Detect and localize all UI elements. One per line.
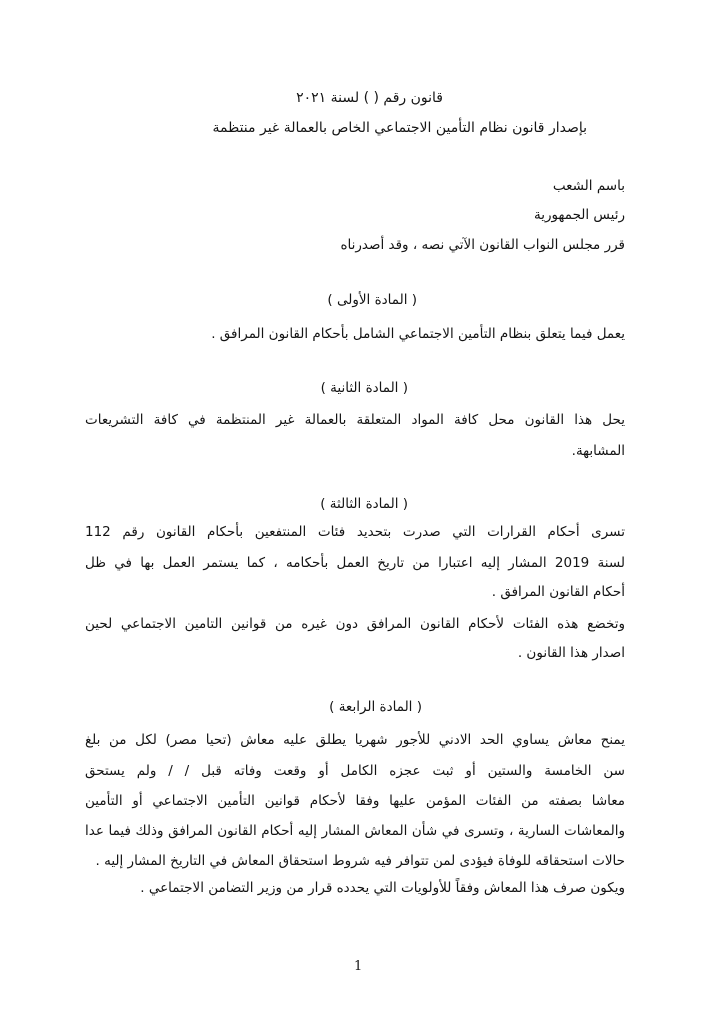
article-4-text-line-5: حالات استحقاقه للوفاة فيؤدى لمن تتوافر فيه شروط استحقاق المعاش في التاريخ المشار إليه .	[95, 853, 625, 869]
page-number: 1	[354, 959, 363, 974]
article-3-text-line-3: أحكام القانون المرافق .	[491, 584, 625, 600]
article-4-text-line-2: سن الخامسة والستين أو ثبت عجزه الكامل أو وقعت وفاته قبل / / ولم يستحق	[85, 763, 625, 779]
article-3-text-line-5: اصدار هذا القانون .	[517, 645, 625, 661]
article-4-text-line-4: والمعاشات السارية ، وتسرى في شأن المعاش المشار إليه أحكام القانون المرافق وذلك فيما عدا	[85, 823, 625, 839]
decree-line: قرر مجلس النواب القانون الآتي نصه ، وقد أصدرناه	[340, 237, 625, 253]
article-3-text-line-1: تسرى أحكام القرارات التي صدرت بتحديد فئات المنتفعين بأحكام القانون رقم 112	[85, 524, 625, 540]
article-3-text-line-2: لسنة 2019 المشار إليه اعتبارا من تاريخ العمل بأحكامه ، كما يستمر العمل بها في ظل	[85, 555, 626, 571]
article-4-heading: ( المادة الرابعة )	[329, 699, 422, 715]
law-title: قانون رقم ( ) لسنة ٢٠٢١	[296, 90, 443, 106]
article-1-text: يعمل فيما يتعلق بنظام التأمين الاجتماعي الشامل بأحكام القانون المرافق .	[211, 326, 625, 342]
article-3-heading: ( المادة الثالثة )	[320, 496, 408, 512]
article-2-text-line-2: المشابهة.	[571, 443, 625, 459]
article-2-heading: ( المادة الثانية )	[320, 380, 408, 396]
article-3-text-line-4: وتخضع هذه الفئات لأحكام القانون المرافق دون غيره من قوانين التامين الاجتماعي لحين	[85, 616, 625, 632]
article-2-text-line-1: يحل هذا القانون محل كافة المواد المتعلقة بالعمالة غير المنتظمة في كافة التشريعات	[85, 412, 625, 428]
president-line: رئيس الجمهورية	[534, 207, 625, 223]
law-subtitle: بإصدار قانون نظام التأمين الاجتماعي الخاص بالعمالة غير منتظمة	[212, 120, 587, 136]
article-4-text-line-3: معاشا بصفته من الفئات المؤمن عليها وفقا لأحكام قوانين التأمين الاجتماعي أو التأمين	[85, 793, 625, 809]
in-the-name-of-the-people: باسم الشعب	[552, 178, 625, 194]
article-1-heading: ( المادة الأولى )	[327, 292, 417, 308]
article-4-text-line-6: ويكون صرف هذا المعاش وفقاً للأولويات التي يحدده قرار من وزير التضامن الاجتماعي .	[140, 880, 625, 896]
article-4-text-line-1: يمنح معاش يساوي الحد الادني للأجور شهريا يطلق عليه معاش (تحيا مصر) لكل من بلغ	[85, 732, 625, 748]
